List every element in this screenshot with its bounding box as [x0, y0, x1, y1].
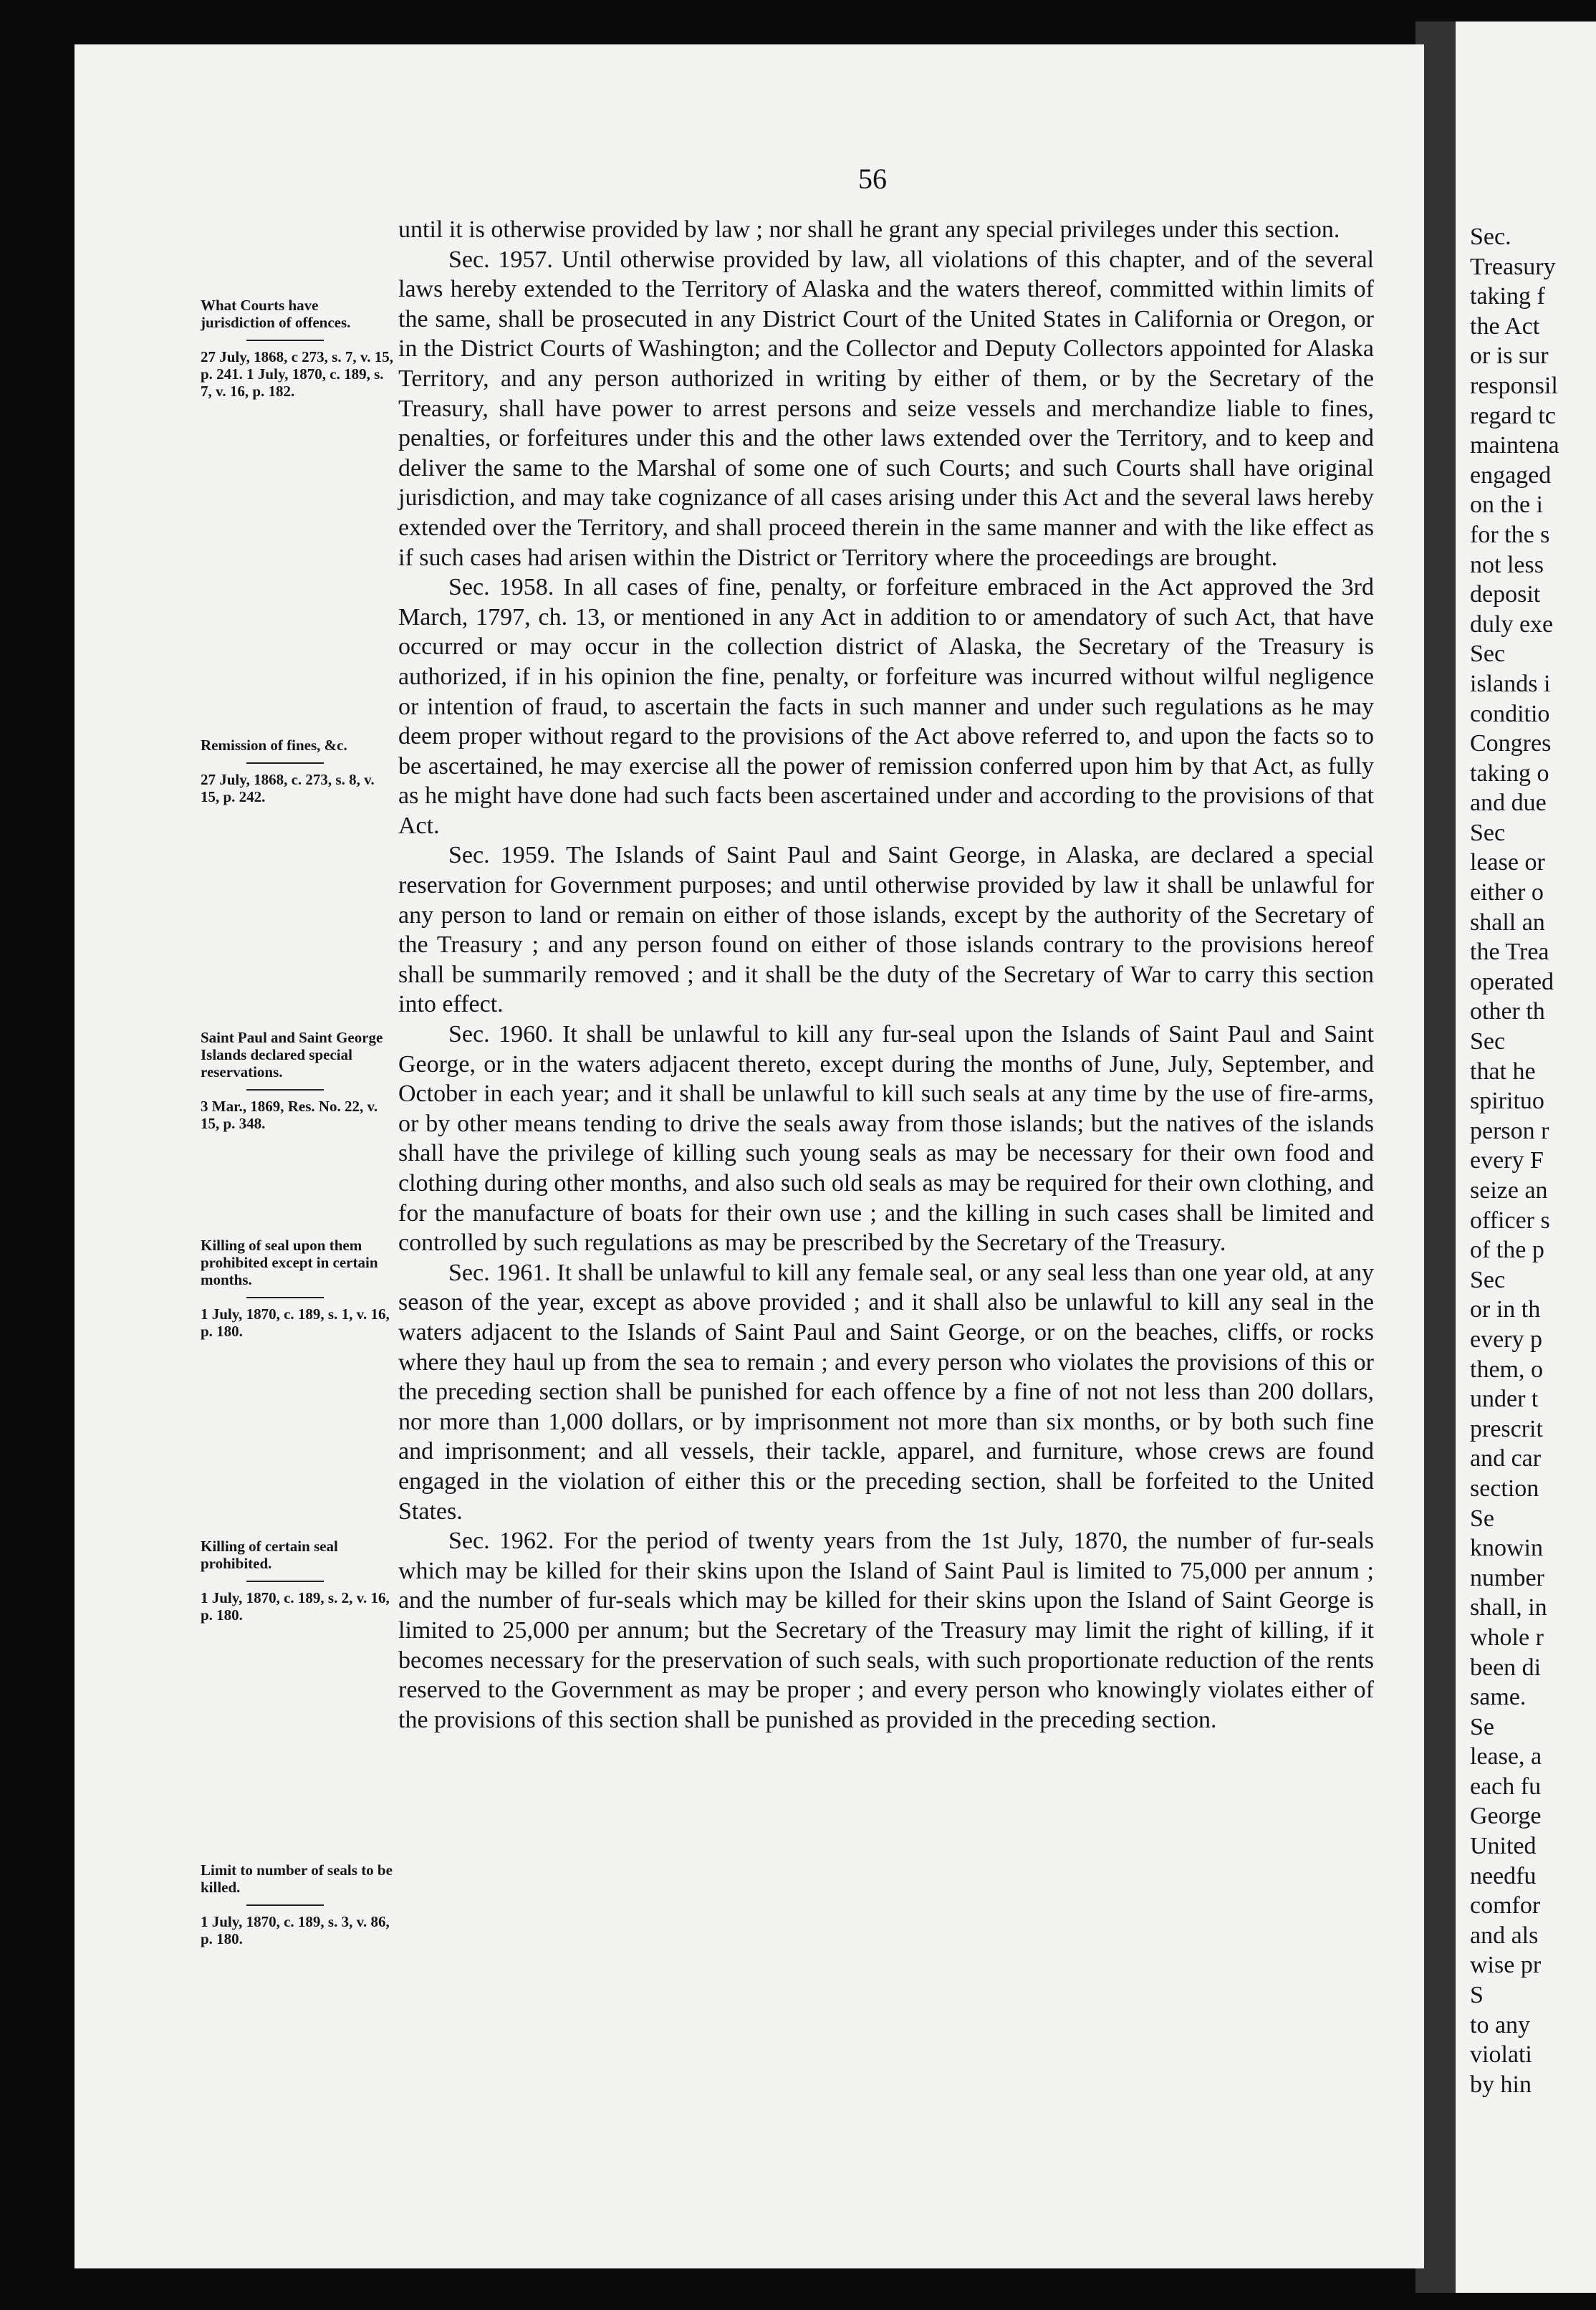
margin-note-citation: 27 July, 1868, c 273, s. 7, v. 15, p. 241. 1 July, 1870, c. 189, s. 7, v. 16, p. 182.: [201, 348, 393, 400]
adjacent-page-line: taking f: [1470, 283, 1545, 310]
adjacent-page-line: shall, in: [1470, 1594, 1547, 1621]
adjacent-page-line: shall an: [1470, 909, 1545, 936]
adjacent-page-line: section: [1470, 1475, 1539, 1502]
margin-note-rule: [246, 1904, 324, 1906]
section-continuation: until it is otherwise provided by law ; nor shall he grant any special privileges under this section.: [398, 216, 1340, 243]
adjacent-page-line: George: [1470, 1803, 1542, 1830]
adjacent-page-line: operated: [1470, 968, 1554, 995]
adjacent-page-line: duly exe: [1470, 610, 1554, 638]
adjacent-page-line: that he: [1470, 1058, 1536, 1085]
margin-note: [201, 1538, 394, 1624]
margin-note-heading: What Courts have jurisdiction of offences.: [201, 297, 351, 331]
section-text: The Islands of Saint Paul and Saint George, in Alaska, are declared a special reservation for Government purposes; and until otherwise provided by law it shall be unlawful for any person to land or remain on either of those islands, except by the authority of the Secretary of the Treasury ; and any person found on either of those islands contrary to the provisions hereof shall be summarily removed ; and it shall be the duty of the Secretary of War to carry this section into effect.: [398, 842, 1374, 1018]
section-text: For the period of twenty years from the 1st July, 1870, the number of fur-seals which may be killed for their skins upon the Island of Saint Paul is limited to 75,000 per annum ; and the number of fur-seals which may be killed for their skins upon the Island of Saint George is limited to 25,000 per annum; but the Secretary of the Treasury may limit the right of killing, if it becomes necessary for the preservation of such seals, with such proportionate reduction of the rents reserved to the Government as may be proper ; and every person who knowingly violates either of the provisions of this section shall be punished as provided in the preceding section.: [398, 1528, 1375, 1733]
adjacent-page-line: needfu: [1470, 1862, 1537, 1889]
adjacent-page-line: by hin: [1470, 2071, 1532, 2098]
adjacent-page-line: number: [1470, 1564, 1544, 1591]
adjacent-page-line: knowin: [1470, 1535, 1543, 1562]
margin-note: [201, 297, 394, 400]
margin-note-rule: [246, 340, 324, 341]
adjacent-page-line: lease or: [1470, 849, 1545, 876]
adjacent-page-line: person r: [1470, 1117, 1549, 1144]
adjacent-page-line: islands i: [1470, 670, 1551, 697]
adjacent-page-line: same.: [1470, 1684, 1527, 1711]
section-1959: [398, 840, 1374, 1020]
section-label: Sec. 1959.: [448, 842, 556, 869]
section-text: It shall be unlawful to kill any female seal, or any seal less than one year old, at any season of the year, except as above provided ; and it shall also be unlawful to kill any seal in the waters adjacent to the Islands of Saint Paul and Saint George, or on the beaches, cliffs, or rocks where they haul up from the sea to remain ; and every person who violates the provisions of this or the preceding section shall be punished for each offence by a fine of not not less than 200 dollars, nor more than 1,000 dollars, or by imprisonment not more than six months, or by both such fine and imprisonment; and all vessels, their tackle, apparel, and furniture, whose crews are found engaged in the violation of either this or the preceding section, shall be forfeited to the United States.: [398, 1259, 1375, 1525]
adjacent-page-line: or is sur: [1470, 342, 1549, 370]
adjacent-page-line: each fu: [1470, 1773, 1542, 1800]
margin-note-rule: [246, 1581, 324, 1582]
margin-note-rule: [246, 1089, 324, 1091]
adjacent-page-line: the Act: [1470, 312, 1540, 340]
section-text: It shall be unlawful to kill any fur-seal upon the Islands of Saint Paul and Saint George, or in the waters adjacent thereto, except during the months of June, July, September, and October in each year; and it shall be unlawful to kill such seals at any time by the use of fire-arms, or by other means tending to drive the seals away from those islands; but the natives of the islands shall have the privilege of killing such young seals as may be necessary for their own food and clothing during other months, and also such old seals as may be required for their own clothing, and for the manufacture of boats for their own use ; and the killing in such cases shall be limited and controlled by such regulations as may be prescribed by the Secretary of the Treasury.: [398, 1021, 1374, 1257]
margin-note-rule: [246, 1297, 324, 1298]
margin-note-heading: Killing of certain seal prohibited.: [201, 1538, 338, 1572]
adjacent-page-line: regard tc: [1470, 402, 1556, 429]
adjacent-page-line: Treasury: [1470, 253, 1556, 280]
margin-note: [201, 1861, 394, 1947]
adjacent-page-line: conditio: [1470, 700, 1550, 727]
adjacent-page-line: prescrit: [1470, 1415, 1543, 1442]
section-label: Sec. 1960.: [448, 1021, 554, 1048]
section-text: In all cases of fine, penalty, or forfeiture embraced in the Act approved the 3rd March, 1797, ch. 13, or mentioned in any Act in addition to or amendatory of such Act, that have occurred or may occur in the collection district of Alaska, the Secretary of the Treasury is authorized, if in his opinion the fine, penalty, or forfeiture was incurred without wilful negligence or intention of fraud, to ascertain the facts in such manner and under such regulations as he may deem proper without regard to the provisions of the Act above referred to, and upon the facts so to be ascertained, he may exercise all the power of remission conferred upon him by that Act, as fully as he might have done had such facts been ascertained under and according to the provisions of that Act.: [398, 574, 1375, 839]
margin-note: [201, 737, 394, 805]
adjacent-page-line: engaged: [1470, 461, 1552, 489]
adjacent-page-line: Congres: [1470, 730, 1552, 757]
adjacent-page-line: or in th: [1470, 1296, 1541, 1323]
margin-note: [201, 1029, 394, 1132]
adjacent-page-line: S: [1470, 1982, 1484, 2009]
section-label: Sec. 1958.: [448, 574, 554, 601]
adjacent-page-line: Se: [1470, 1713, 1494, 1740]
section-1958: [398, 572, 1374, 840]
adjacent-page-line: spirituo: [1470, 1088, 1544, 1115]
adjacent-page-line: whole r: [1470, 1624, 1544, 1651]
adjacent-page-line: Sec: [1470, 1266, 1506, 1293]
adjacent-page-line: and due: [1470, 790, 1547, 817]
adjacent-page-line: either o: [1470, 879, 1544, 906]
main-text: [398, 215, 1374, 1735]
adjacent-page-line: Sec: [1470, 641, 1506, 668]
adjacent-page-line: Sec: [1470, 819, 1506, 846]
section-label: Sec. 1957.: [448, 246, 553, 273]
section-1962: [398, 1526, 1374, 1735]
margin-note-heading: Remission of fines, &c.: [201, 737, 347, 754]
section-1957: [398, 245, 1374, 573]
adjacent-page-line: to any: [1470, 2011, 1531, 2038]
adjacent-page-line: United: [1470, 1833, 1537, 1860]
adjacent-page-line: comfor: [1470, 1892, 1541, 1920]
adjacent-page-line: the Trea: [1470, 939, 1549, 966]
adjacent-page-line: and car: [1470, 1445, 1542, 1472]
adjacent-page-line: every p: [1470, 1326, 1543, 1353]
adjacent-page-line: of the p: [1470, 1237, 1544, 1264]
section-label: Sec. 1961.: [448, 1259, 551, 1286]
section-1960: [398, 1020, 1374, 1258]
adjacent-page-line: Sec.: [1470, 224, 1511, 250]
adjacent-page-line: taking o: [1470, 759, 1549, 787]
margin-note-citation: 1 July, 1870, c. 189, s. 2, v. 16, p. 180.: [201, 1589, 390, 1624]
adjacent-page-line: violati: [1470, 2041, 1532, 2069]
adjacent-page-line: on the i: [1470, 492, 1543, 519]
adjacent-page-line: wise pr: [1470, 1952, 1542, 1979]
margin-note-citation: 27 July, 1868, c. 273, s. 8, v. 15, p. 242.: [201, 771, 375, 805]
adjacent-page-line: officer s: [1470, 1207, 1550, 1234]
margin-note-citation: 1 July, 1870, c. 189, s. 3, v. 86, p. 180.: [201, 1913, 390, 1947]
adjacent-page-line: deposit: [1470, 581, 1541, 608]
section-1961: [398, 1258, 1374, 1526]
margin-note-heading: Limit to number of seals to be killed.: [201, 1861, 393, 1896]
adjacent-page-line: responsil: [1470, 372, 1558, 399]
adjacent-page-line: under t: [1470, 1386, 1539, 1413]
adjacent-page-line: lease, a: [1470, 1743, 1542, 1770]
section-text: Until otherwise provided by law, all violations of this chapter, and of the several laws hereby extended to the Territory of Alaska and the waters thereof, committed within limits of the same, shall be prosecuted in any District Court of the United States in California or Oregon, or in the District Courts of Washington; and the Collector and Deputy Collectors appointed for Alaska Territory, and any person authorized in writing by either of them, or by the Secretary of the Treasury, shall have power to arrest persons and seize vessels and merchandize liable to fines, penalties, or forfeitures under this and the other laws extended over the Territory, and to keep and deliver the same to the Marshal of some one of such Courts; and such Courts shall have original jurisdiction, and may take cognizance of all cases arising under this Act and the several laws hereby extended over the Territory, and shall proceed therein in the same manner and with the like effect as if such cases had arisen within the District or Territory where the proceedings are brought.: [398, 246, 1374, 571]
section-label: Sec. 1962.: [448, 1528, 554, 1555]
adjacent-page-line: not less: [1470, 551, 1544, 578]
adjacent-page-line: Se: [1470, 1505, 1494, 1532]
adjacent-page-line: Sec: [1470, 1028, 1506, 1055]
adjacent-page-line: and als: [1470, 1922, 1539, 1949]
margin-note-heading: Saint Paul and Saint George Islands declared special reservations.: [201, 1029, 383, 1080]
page-number: 56: [858, 163, 887, 195]
adjacent-page-line: been di: [1470, 1654, 1542, 1681]
margin-note-citation: 3 Mar., 1869, Res. No. 22, v. 15, p. 348.: [201, 1098, 378, 1132]
adjacent-page-line: them, o: [1470, 1356, 1543, 1383]
adjacent-page-line: maintena: [1470, 432, 1559, 459]
adjacent-page-line: every F: [1470, 1147, 1544, 1174]
adjacent-page-line: other th: [1470, 998, 1545, 1025]
margin-note-citation: 1 July, 1870, c. 189, s. 1, v. 16, p. 180.: [201, 1305, 390, 1340]
margin-note-rule: [246, 762, 324, 764]
adjacent-page-line: for the s: [1470, 521, 1550, 548]
adjacent-page-text: [1470, 222, 1559, 2099]
margin-note-heading: Killing of seal upon them prohibited except in certain months.: [201, 1237, 378, 1288]
margin-note: [201, 1237, 394, 1340]
adjacent-page-line: seize an: [1470, 1177, 1548, 1204]
